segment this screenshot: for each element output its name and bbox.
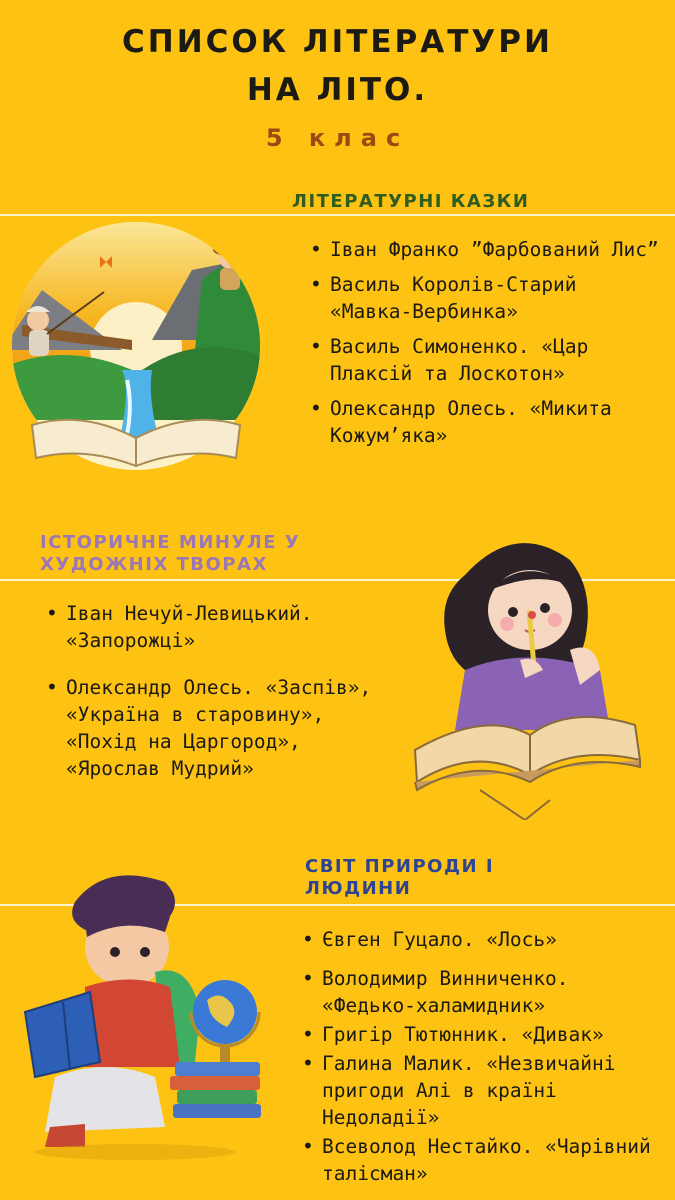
list-item [44, 600, 379, 654]
fairy-tale-book-icon [2, 220, 270, 472]
list-item [300, 1021, 670, 1048]
book-title: «Цар Плаксій та Лоскотон» [330, 335, 589, 385]
book-author: Василь Симоненко. [330, 335, 530, 358]
list-item [300, 1050, 670, 1131]
book-title: «Мавка-Вербинка» [330, 300, 518, 323]
section-heading-nature: СВІТ ПРИРОДИ І ЛЮДИНИ [305, 856, 495, 899]
grade-label: 5 клас [265, 124, 410, 152]
book-title: «Чарівний талісман» [322, 1135, 651, 1185]
fairy-tales-list [308, 236, 663, 449]
list-item [308, 236, 663, 263]
list-item [44, 674, 379, 782]
section-heading-fairy-tales: ЛІТЕРАТУРНІ КАЗКИ [292, 191, 530, 212]
book-author: Іван Франко [330, 238, 460, 261]
book-author: Всеволод Нестайко. [322, 1135, 534, 1158]
book-title: «Заспів», «Україна в старовину», «Похід на Царгород», «Ярослав Мудрий» [66, 676, 372, 780]
book-author: Галина Малик. [322, 1052, 475, 1075]
book-author: Володимир Винниченко. [322, 967, 569, 990]
book-title: ”Фарбований Лис” [470, 238, 659, 261]
book-title: «Лось» [486, 928, 557, 951]
list-item [300, 1133, 670, 1187]
list-item [308, 395, 663, 449]
book-author: Василь Королів-Старий [330, 273, 577, 296]
page-title-line-2: НА ЛІТО. [246, 72, 429, 108]
section-divider [0, 214, 675, 216]
book-author: Іван Нечуй-Левицький. [66, 602, 313, 625]
nature-list [300, 926, 670, 1187]
book-author: Олександр Олесь. [330, 397, 518, 420]
book-author: Євген Гуцало. [322, 928, 475, 951]
list-item [308, 333, 663, 387]
reading-girl-icon [395, 520, 650, 820]
book-title: «Дивак» [521, 1023, 604, 1046]
book-title: «Запорожці» [66, 629, 196, 652]
list-item [308, 271, 663, 325]
book-title: «Незвичайні пригоди Алі в країні Недоладії» [322, 1052, 616, 1129]
book-author: Олександр Олесь. [66, 676, 254, 699]
book-title: «Микита Кожум’яка» [330, 397, 612, 447]
list-item [300, 965, 670, 1019]
reading-boy-icon [15, 862, 270, 1162]
history-list [44, 600, 379, 782]
section-heading-history: ІСТОРИЧНЕ МИНУЛЕ У ХУДОЖНІХ ТВОРАХ [40, 532, 301, 575]
book-title: «Федько-халамидник» [322, 994, 546, 1017]
page-title-line-1: СПИСОК ЛІТЕРАТУРИ [122, 24, 553, 60]
list-item [300, 926, 670, 953]
book-author: Григір Тютюнник. [322, 1023, 510, 1046]
